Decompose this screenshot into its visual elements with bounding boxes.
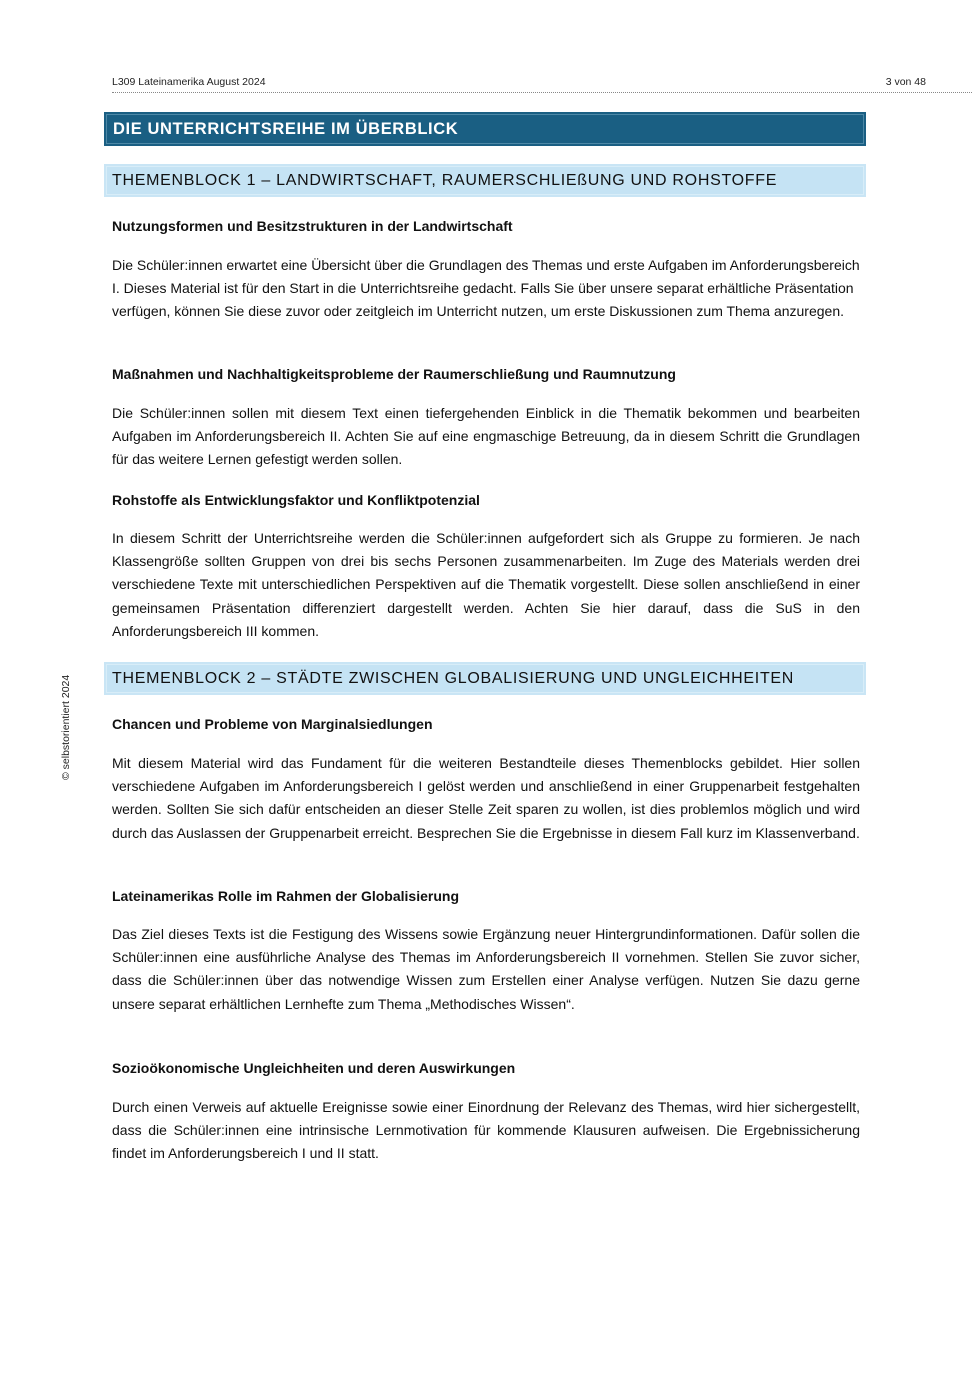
themenblock-1-header xyxy=(104,164,866,197)
main-title-bar xyxy=(104,112,866,146)
document-title: L309 Lateinamerika August 2024 xyxy=(112,76,266,88)
section-text: Mit diesem Material wird das Fundament für die weiteren Bestandteile dieses Themenblocks gebildet. Hier sollen verschiedene Aufgaben im Anforderungsbereich I gelöst werden und anschließend in einer Gruppenarbeit festgehalten werden. Sollten Sie sich dafür entscheiden an dieser Stelle Zeit sparen zu wollen, ist dies problemlos möglich und wird durch das Auslassen der Gruppenarbeit erreicht. Besprechen Sie die Ergebnisse in diesem Fall kurz im Klassenverband. xyxy=(112,755,860,841)
page-number: 3 von 48 xyxy=(885,76,926,88)
section-text: Durch einen Verweis auf aktuelle Ereignisse sowie einer Einordnung der Relevanz des Themas, wird hier sichergestellt, dass die Schüler:innen eine intrinsische Lernmotivation für kommende Klausuren aufweisen. Die Ergebnissicherung findet im Anforderungsbereich I und II statt. xyxy=(112,1099,860,1162)
themenblock-1-title: THEMENBLOCK 1 – LANDWIRTSCHAFT, RAUMERSCHLIEßUNG UND ROHSTOFFE xyxy=(112,172,778,189)
section-heading: Rohstoffe als Entwicklungsfaktor und Konfliktpotenzial xyxy=(112,492,480,508)
section-heading: Nutzungsformen und Besitzstrukturen in der Landwirtschaft xyxy=(112,218,513,234)
section-heading: Lateinamerikas Rolle im Rahmen der Globalisierung xyxy=(112,888,459,904)
main-title: DIE UNTERRICHTSREIHE IM ÜBERBLICK xyxy=(113,120,459,138)
themenblock-2-header xyxy=(104,662,866,695)
section-text: Die Schüler:innen erwartet eine Übersicht über die Grundlagen des Themas und erste Aufgaben im Anforderungsbereich I. Dieses Material ist für den Start in die Unterrichtsreihe gedacht. Falls Sie über unsere separat erhältliche Präsentation verfügen, können Sie diese zuvor oder zeitgleich im Unterricht nutzen, um erste Diskussionen zum Thema anzuregen. xyxy=(112,257,860,320)
copyright-note: © selbstorientiert 2024 xyxy=(60,674,72,780)
section-heading: Maßnahmen und Nachhaltigkeitsprobleme der Raumerschließung und Raumnutzung xyxy=(112,366,676,382)
section-text: Die Schüler:innen sollen mit diesem Text einen tiefergehenden Einblick in die Thematik bekommen und bearbeiten Aufgaben im Anforderungsbereich II. Achten Sie auf eine engmaschige Betreuung, da in diesem Schritt die Grundlagen für das weitere Lernen gefestigt werden sollen. xyxy=(112,405,860,468)
section-text: Das Ziel dieses Texts ist die Festigung des Wissens sowie Ergänzung neuer Hintergrundinformationen. Dafür sollen die Schüler:innen eine ausführliche Analyse des Themas im Anforderungsbereich II vornehmen. Stellen Sie zuvor sicher, dass die Schüler:innen über das notwendige Wissen zum Erstellen einer Analyse verfügen. Nutzen Sie dazu gerne unsere separat erhältlichen Lernhefte zum Thema „Methodisches Wissen“. xyxy=(112,926,860,1012)
page-header xyxy=(112,74,972,93)
section-heading: Chancen und Probleme von Marginalsiedlungen xyxy=(112,716,433,732)
themenblock-2-title: THEMENBLOCK 2 – STÄDTE ZWISCHEN GLOBALISIERUNG UND UNGLEICHHEITEN xyxy=(112,670,795,687)
section-heading: Sozioökonomische Ungleichheiten und deren Auswirkungen xyxy=(112,1060,516,1076)
section-text: In diesem Schritt der Unterrichtsreihe werden die Schüler:innen aufgefordert sich als Gruppe zu formieren. Je nach Klassengröße sollten Gruppen von drei bis sechs Personen zusammenarbeiten. Im Zuge des Materials werden drei verschiedene Texte mit unterschiedlichen Perspektiven auf die Thematik vorgestellt. Diese sollen anschließend in einer gemeinsamen Präsentation differenziert dargestellt werden. Achten Sie hier darauf, dass die SuS in den Anforderungsbereich III kommen. xyxy=(112,530,860,639)
